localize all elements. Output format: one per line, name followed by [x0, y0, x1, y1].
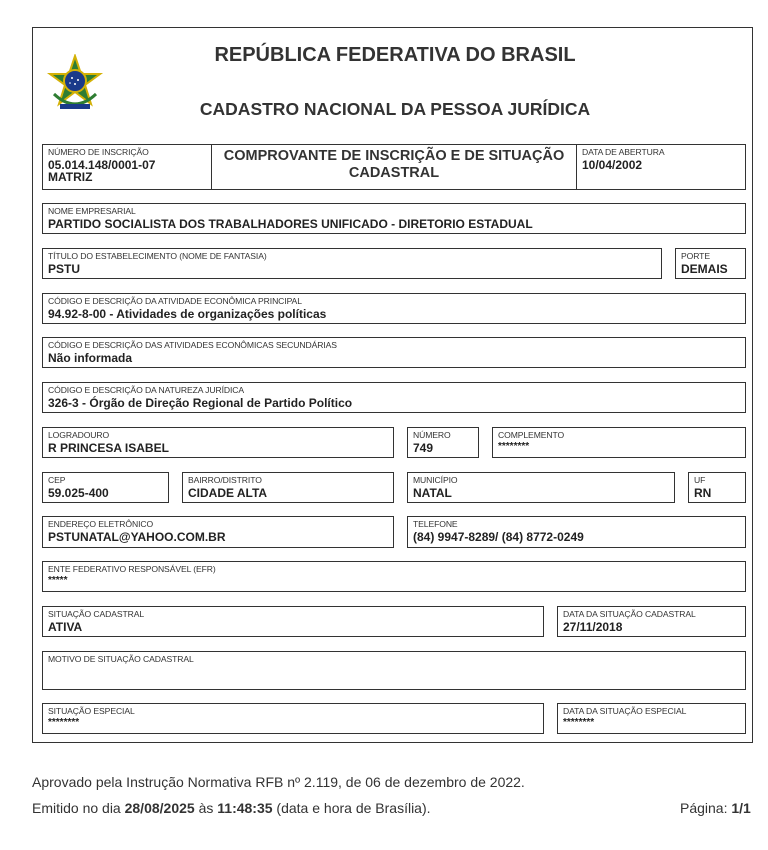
cep-label: CEP	[48, 475, 66, 485]
state-value: RN	[694, 486, 712, 500]
complement-label: COMPLEMENTO	[498, 430, 565, 440]
legal-nature-label: CÓDIGO E DESCRIÇÃO DA NATUREZA JURÍDICA	[48, 385, 245, 395]
city-label: MUNICÍPIO	[413, 475, 458, 485]
special-status-date-label: DATA DA SITUAÇÃO ESPECIAL	[563, 706, 687, 716]
efr-value: *****	[48, 575, 68, 586]
number-field	[407, 427, 479, 458]
page-indicator	[680, 800, 751, 816]
secondary-activities-label: CÓDIGO E DESCRIÇÃO DAS ATIVIDADES ECONÔMICAS SECUNDÁRIAS	[48, 340, 337, 350]
email-label: ENDEREÇO ELETRÔNICO	[48, 519, 154, 529]
special-status-date-value: ********	[563, 717, 595, 728]
page-title: REPÚBLICA FEDERATIVA DO BRASIL	[214, 44, 576, 66]
city-field	[407, 472, 675, 503]
page-subtitle: CADASTRO NACIONAL DA PESSOA JURÍDICA	[199, 99, 591, 119]
phone-label: TELEFONE	[413, 519, 458, 529]
phone-field	[407, 516, 746, 548]
status-label: SITUAÇÃO CADASTRAL	[48, 609, 145, 619]
state-field	[688, 472, 746, 503]
size-field	[675, 248, 746, 279]
issued-date: 28/08/2025	[124, 800, 195, 816]
complement-field	[492, 427, 746, 458]
company-name-value: PARTIDO SOCIALISTA DOS TRABALHADORES UNIFICADO - DIRETORIO ESTADUAL	[48, 217, 533, 231]
status-value: ATIVA	[48, 620, 83, 634]
city-value: NATAL	[413, 486, 452, 500]
status-date-field	[557, 606, 746, 637]
cep-value: 59.025-400	[48, 486, 109, 500]
special-status-date-field	[557, 703, 746, 734]
registration-type: MATRIZ	[48, 170, 93, 184]
special-status-value: ********	[48, 717, 80, 728]
size-value: DEMAIS	[681, 262, 728, 276]
street-label: LOGRADOURO	[48, 430, 110, 440]
brazil-coat-of-arms-icon	[46, 54, 104, 114]
complement-value: ********	[498, 441, 530, 452]
number-value: 749	[413, 441, 434, 455]
issued-prefix: Emitido no dia	[32, 800, 125, 816]
district-value: CIDADE ALTA	[188, 486, 268, 500]
page-value: 1/1	[731, 800, 751, 816]
issued-suffix: (data e hora de Brasília).	[272, 800, 431, 816]
registration-number: 05.014.148/0001-07	[48, 158, 156, 172]
opening-date-field	[577, 144, 746, 190]
company-name-label: NOME EMPRESARIAL	[48, 206, 136, 216]
cep-field	[42, 472, 169, 503]
company-name-field	[42, 203, 746, 234]
opening-date-label: DATA DE ABERTURA	[582, 147, 665, 157]
main-activity-field	[42, 293, 746, 324]
registration-label: NÚMERO DE INSCRIÇÃO	[48, 147, 149, 157]
email-field	[42, 516, 394, 548]
main-activity-value: 94.92-8-00 - Atividades de organizações políticas	[48, 307, 327, 321]
document-title: COMPROVANTE DE INSCRIÇÃO E DE SITUAÇÃO CADASTRAL	[211, 145, 577, 189]
issued-line	[32, 800, 431, 816]
status-date-label: DATA DA SITUAÇÃO CADASTRAL	[563, 609, 696, 619]
trade-name-field	[42, 248, 662, 279]
status-reason-label: MOTIVO DE SITUAÇÃO CADASTRAL	[48, 654, 194, 664]
number-label: NÚMERO	[413, 430, 451, 440]
legal-nature-value: 326-3 - Órgão de Direção Regional de Partido Político	[48, 396, 353, 410]
secondary-activities-value: Não informada	[48, 351, 133, 365]
page-label: Página:	[680, 800, 732, 816]
street-field	[42, 427, 394, 458]
efr-label: ENTE FEDERATIVO RESPONSÁVEL (EFR)	[48, 564, 216, 574]
main-activity-label: CÓDIGO E DESCRIÇÃO DA ATIVIDADE ECONÔMICA PRINCIPAL	[48, 296, 302, 306]
email-value: PSTUNATAL@YAHOO.COM.BR	[48, 530, 226, 544]
secondary-activities-field	[42, 337, 746, 368]
efr-field	[42, 561, 746, 592]
size-label: PORTE	[681, 251, 710, 261]
status-date-value: 27/11/2018	[563, 620, 623, 634]
special-status-label: SITUAÇÃO ESPECIAL	[48, 706, 135, 716]
legal-nature-field	[42, 382, 746, 413]
trade-name-value: PSTU	[48, 262, 81, 276]
status-field	[42, 606, 544, 637]
issued-mid: às	[194, 800, 218, 816]
district-field	[182, 472, 394, 503]
opening-date-value: 10/04/2002	[582, 158, 643, 172]
trade-name-label: TÍTULO DO ESTABELECIMENTO (NOME DE FANTASIA)	[48, 251, 267, 261]
state-label: UF	[694, 475, 706, 485]
district-label: BAIRRO/DISTRITO	[188, 475, 262, 485]
status-reason-field	[42, 651, 746, 690]
approval-note: Aprovado pela Instrução Normativa RFB nº 2.119, de 06 de dezembro de 2022.	[32, 774, 525, 790]
street-value: R PRINCESA ISABEL	[48, 441, 169, 455]
phone-value: (84) 9947-8289/ (84) 8772-0249	[413, 530, 584, 544]
special-status-field	[42, 703, 544, 734]
issued-time: 11:48:35	[217, 800, 273, 816]
